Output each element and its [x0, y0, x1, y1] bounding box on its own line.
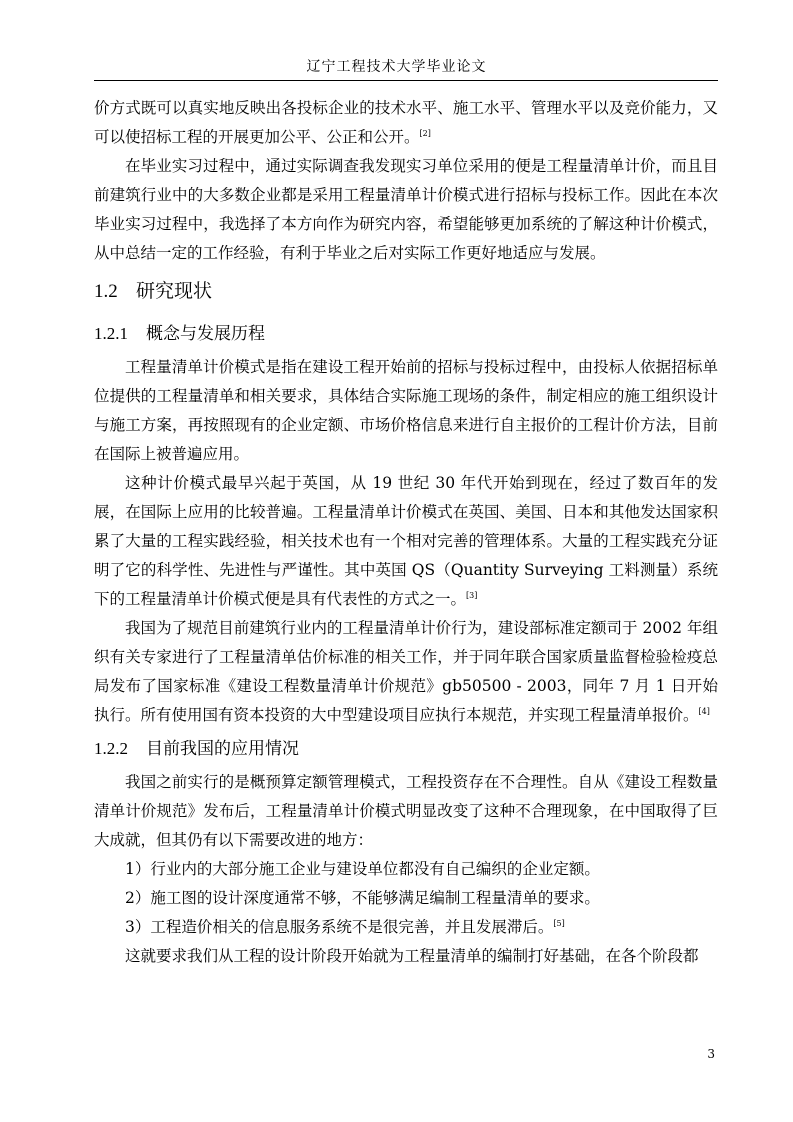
list-item-text: 2）施工图的设计深度通常不够，不能够满足编制工程量清单的要求。: [125, 889, 600, 907]
document-body: [94, 94, 718, 971]
paragraph-text: 我国之前实行的是概预算定额管理模式，工程投资存在不合理性。自从《建设工程数量清单计价规范》发布后，工程量清单计价模式明显改变了这种不合理现象，在中国取得了巨大成就，但其仍有以下需要改进的地方：: [94, 773, 718, 849]
paragraph-text: 在毕业实习过程中，通过实际调查我发现实习单位采用的便是工程量清单计价，而且目前建筑行业中的大多数企业都是采用工程量清单计价模式进行招标与投标工作。因此在本次毕业实习过程中，我选择了本方向作为研究内容，希望能够更加系统的了解这种计价模式，从中总结一定的工作经验，有利于毕业之后对实际工作更好地适应与发展。: [94, 157, 718, 262]
paragraph-text: 工程量清单计价模式是指在建设工程开始前的招标与投标过程中，由投标人依据招标单位提供的工程量清单和相关要求，具体结合实际施工现场的条件，制定相应的施工组织设计与施工方案，再按照现有的企业定额、市场价格信息来进行自主报价的工程计价方法，目前在国际上被普遍应用。: [94, 358, 718, 463]
paragraph: [94, 614, 718, 730]
paragraph: [94, 94, 718, 152]
subsection-number: 1.2.2: [94, 739, 128, 758]
section-title: 研究现状: [136, 280, 213, 302]
paragraph-text: 价方式既可以真实地反映出各投标企业的技术水平、施工水平、管理水平以及竞价能力，又可以使招标工程的开展更加公平、公正和公开。: [94, 99, 718, 146]
list-item: [94, 855, 718, 884]
paragraph: [94, 152, 718, 268]
paragraph: [94, 469, 718, 614]
running-header: 辽宁工程技术大学毕业论文: [306, 59, 487, 75]
paragraph-text: 我国为了规范目前建筑行业内的工程量清单计价行为，建设部标准定额司于 2002 年组织有关专家进行了工程量清单估价标准的相关工作，并于同年联合国家质量监督检验检疫总局发布了国家标准《建设工程数量清单计价规范》gb50500 - 2003，同年 7 月 1 日开始执行。所有使用国有资本投资的大中型建设项目应执行本规范，并实现工程量清单报价。: [94, 619, 718, 724]
citation-ref: [2]: [419, 128, 431, 138]
subsection-title: 目前我国的应用情况: [146, 739, 299, 759]
subsection-heading: [94, 315, 718, 353]
citation-ref: [4]: [698, 706, 710, 716]
paragraph: [94, 942, 718, 971]
paragraph: [94, 353, 718, 469]
list-item: [94, 913, 718, 942]
page-number: 3: [707, 1047, 715, 1061]
citation-ref: [3]: [466, 590, 478, 600]
list-item-text: 3）工程造价相关的信息服务系统不是很完善，并且发展滞后。: [125, 918, 554, 936]
subsection-title: 概念与发展历程: [146, 324, 265, 344]
paragraph-text: 这种计价模式最早兴起于英国，从 19 世纪 30 年代开始到现在，经过了数百年的发展，在国际上应用的比较普遍。工程量清单计价模式在英国、美国、日本和其他发达国家积累了大量的工程实践经验，相关技术也有一个相对完善的管理体系。大量的工程实践充分证明了它的科学性、先进性与严谨性。其中英国 QS（Quantity Surveying 工料测量）系统下的工程量清单计价模式便是具有代表性的方式之一。: [94, 474, 718, 608]
header-rule: [94, 80, 718, 81]
subsection-heading: [94, 730, 718, 768]
list-item-text: 1）行业内的大部分施工企业与建设单位都没有自己编织的企业定额。: [125, 860, 600, 878]
section-heading: [94, 272, 718, 311]
subsection-number: 1.2.1: [94, 324, 128, 343]
list-item: [94, 884, 718, 913]
section-number: 1.2: [94, 281, 118, 302]
paragraph: [94, 768, 718, 855]
paragraph-text: 这就要求我们从工程的设计阶段开始就为工程量清单的编制打好基础，在各个阶段都: [125, 947, 699, 965]
citation-ref: [5]: [553, 918, 565, 928]
